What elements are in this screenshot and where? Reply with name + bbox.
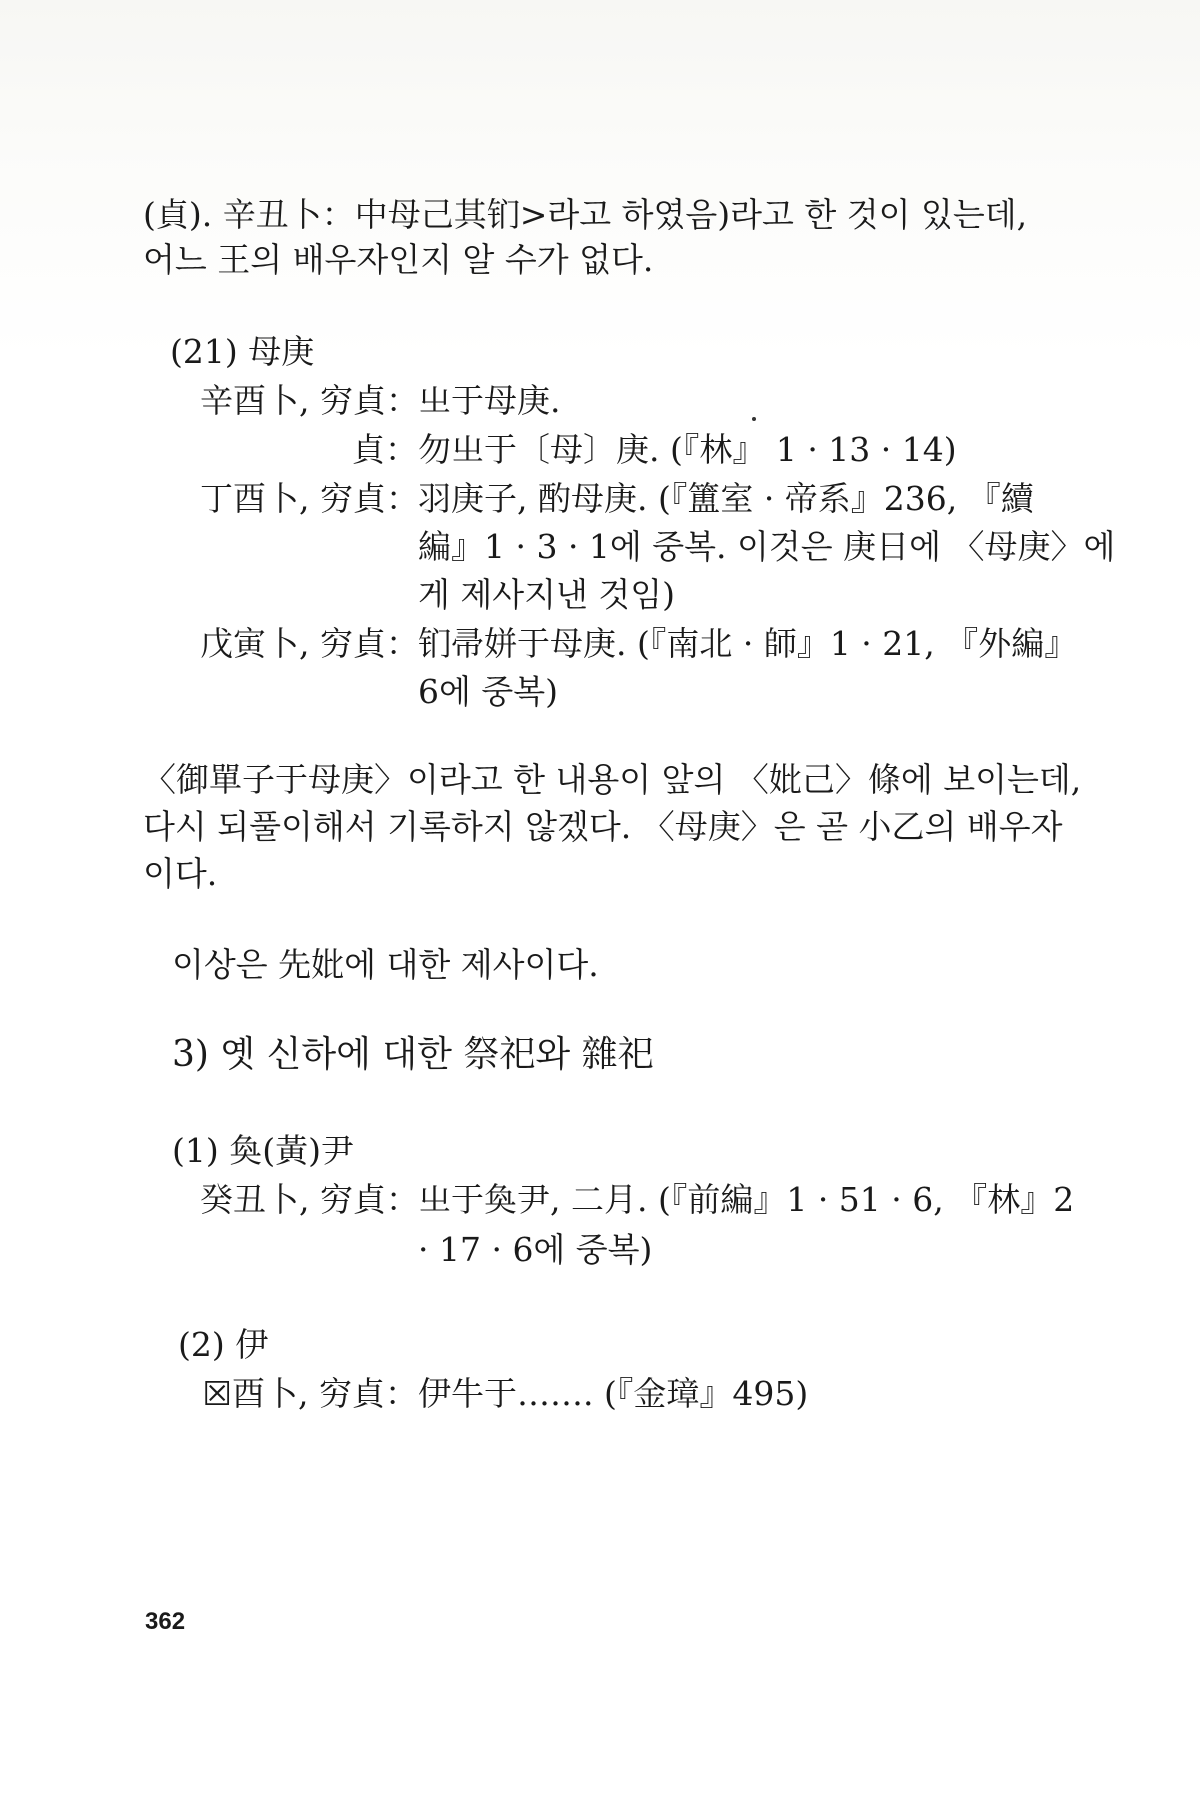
paragraph-1-line-2: 다시 되풀이해서 기록하지 않겠다. 〈母庚〉은 곧 小乙의 배우자 [143,807,1063,846]
entry-label: 戊寅卜, 穷貞： [200,624,419,663]
entry-text: 伊牛于……. (『金璋』495) [418,1374,809,1413]
entry-text: 勿㞢于〔母〕庚. (『林』 1 · 13 · 14) [418,430,957,469]
entry-text: 㞢于奐尹, 二月. (『前編』1 · 51 · 6, 『林』2 [418,1180,1075,1219]
entry-text: 㞢于母庚. [418,381,561,420]
section-21-heading: (21) 母庚 [170,332,315,371]
section-3-2-heading: (2) 伊 [178,1325,269,1364]
entry-label: ☒酉卜, 穷貞： [202,1374,418,1413]
entry-text-continuation: 게 제사지낸 것임) [418,575,675,614]
paragraph-1-line-1: 〈御單子于母庚〉이라고 한 내용이 앞의 〈妣己〉條에 보이는데, [143,760,1082,799]
entry-text-continuation: 6에 중복) [418,672,558,711]
entry-label: 丁酉卜, 穷貞： [200,479,419,518]
entry-label: 辛酉卜, 穷貞： [200,381,419,420]
paragraph-2: 이상은 先妣에 대한 제사이다. [172,945,599,984]
intro-line-1: (貞). 辛丑卜：中母己其钔>라고 하였음)라고 한 것이 있는데, [143,195,1028,234]
intro-line-2: 어느 王의 배우자인지 알 수가 없다. [143,240,654,279]
section-3-heading: 3) 옛 신하에 대한 祭祀와 雜祀 [172,1034,654,1075]
entry-text: 钔帚姘于母庚. (『南北 · 師』1 · 21, 『外編』 [418,624,1078,663]
entry-text-continuation: 編』1 · 3 · 1에 중복. 이것은 庚日에 〈母庚〉에 [418,527,1116,566]
entry-text: 羽庚子, 酌母庚. (『簠室 · 帝系』236, 『續 [418,479,1034,518]
paragraph-1-line-3: 이다. [143,854,218,893]
stray-dot [752,417,756,421]
entry-label: 癸丑卜, 穷貞： [200,1180,419,1219]
entry-text-continuation: · 17 · 6에 중복) [418,1230,653,1269]
entry-label: 貞： [352,430,418,469]
page-number: 362 [145,1608,186,1635]
section-3-1-heading: (1) 奐(黃)尹 [172,1131,354,1170]
